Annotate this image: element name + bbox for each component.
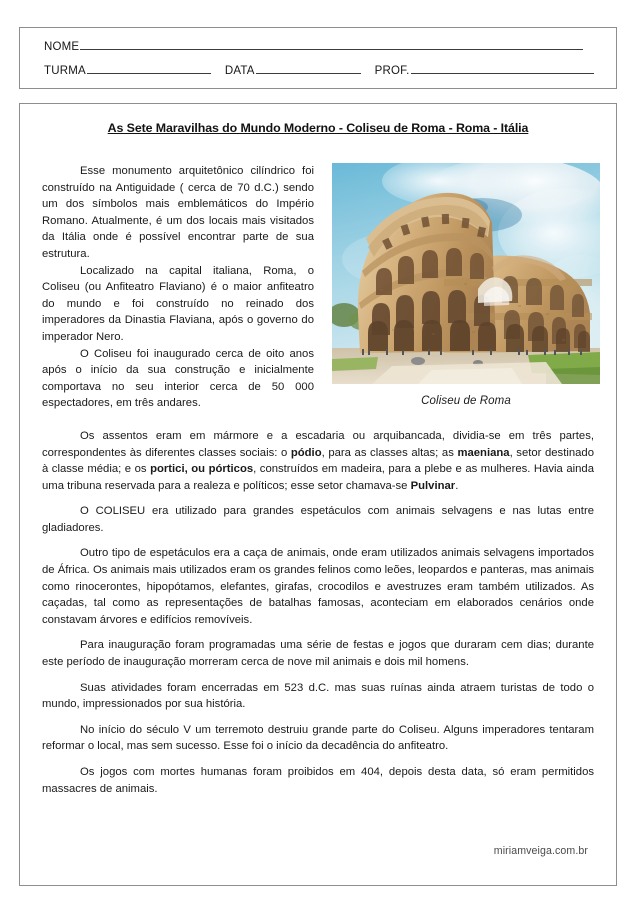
paragraph-seating (42, 428, 594, 494)
term-portici: portici, ou pórticos (150, 463, 254, 476)
data-input-line[interactable] (256, 62, 361, 74)
intro-section (42, 163, 594, 412)
paragraph-spectacles (42, 503, 594, 536)
term-pulvinar: Pulvinar (410, 479, 456, 492)
term-podio: pódio (290, 446, 322, 459)
article-inner (42, 121, 594, 806)
prof-input-line[interactable] (411, 62, 594, 74)
paragraph-intro-1 (42, 163, 314, 263)
nome-label: NOME (44, 41, 80, 53)
site-credit: miriamveiga.com.br (493, 845, 588, 857)
paragraph-closure-text: Suas atividades foram encerradas em 523 d.C. mas suas ruínas ainda atraem turistas de todo o mundo, impressionados por sua história. (42, 681, 594, 711)
seating-text-1: Os assentos eram em mármore e a escadaria ou arquibancada, dividia-se em três partes, correspondentes às diferentes classes sociais: o (42, 429, 594, 459)
paragraph-intro-3-text: O Coliseu foi inaugurado cerca de oito anos após o início da sua construção e inicialmente comportava no seu interior cerca de 50 000 espectadores, em três andares. (42, 347, 314, 410)
paragraph-earthquake (42, 722, 594, 755)
paragraph-hunts (42, 545, 594, 628)
prof-label: PROF. (374, 65, 410, 77)
paragraph-intro-2 (42, 263, 314, 346)
intro-text-column (42, 163, 314, 412)
student-identification-box (19, 27, 617, 89)
turma-label: TURMA (44, 65, 86, 77)
paragraph-hunts-text: Outro tipo de espetáculos era a caça de animais, onde eram utilizados animais selvagens importados de África. Os animais mais utilizados eram os grandes felinos como leões, leopardos e panteras, mas animais como rinocerontes, hipopótamos, elefantes, girafas, crocodilos e avestruzes eram também utilizados. As caçadas, tal como as representações de batalhas famosas, aconteciam em elaborados cenários onde constavam árvores e edifícios removíveis. (42, 547, 594, 626)
seating-text-2: , para as classes altas; as (321, 446, 458, 459)
paragraph-spectacles-text: O COLISEU era utilizado para grandes espetáculos com animais selvagens e nas lutas entre gladiadores. (42, 505, 594, 534)
paragraph-intro-3 (42, 346, 314, 412)
turma-input-line[interactable] (87, 62, 211, 74)
paragraph-ban (42, 764, 594, 797)
paragraph-closure (42, 680, 594, 713)
name-field-row (44, 38, 583, 53)
colosseum-photo (332, 163, 600, 384)
paragraph-inauguration-text: Para inauguração foram programadas uma série de festas e jogos que duraram cem dias; durante este período de inauguração morreram cerca de nove mil animais e dois mil homens. (42, 639, 594, 669)
article-box (19, 103, 617, 886)
colosseum-figure (332, 163, 600, 407)
class-date-teacher-field-row (44, 62, 594, 77)
figure-caption: Coliseu de Roma (421, 395, 511, 407)
paragraph-ban-text: Os jogos com mortes humanas foram proibidos em 404, depois desta data, só eram permitidos massacres de animais. (42, 766, 594, 795)
paragraph-earthquake-text: No início do século V um terremoto destruiu grande parte do Coliseu. Alguns imperadores tentaram reformar o local, mas sem sucesso. Esse foi o início da decadência do anfiteatro. (42, 723, 594, 753)
seating-text-3: , setor destinado à classe média; e os (42, 446, 594, 476)
term-maeniana: maeniana (457, 446, 510, 459)
nome-input-line[interactable] (80, 38, 583, 50)
article-body (42, 428, 594, 797)
seating-text-5: . (455, 479, 459, 492)
seating-text-4: , construídos em madeira, para a plebe e as mulheres. Havia ainda uma tribuna reservada para a realeza e políticos; esse setor chamava-se (42, 463, 594, 492)
page-title: As Sete Maravilhas do Mundo Moderno - Coliseu de Roma - Roma - Itália (107, 121, 529, 135)
paragraph-intro-1-text: Esse monumento arquitetônico cilíndrico foi construído na Antiguidade ( cerca de 70 d.C.) sendo um dos símbolos mais emblemáticos do Império Romano. Atualmente, é um dos locais mais visitados da Itália onde é possível encontrar parte de sua estrutura. (42, 165, 314, 260)
paragraph-intro-2-text: Localizado na capital italiana, Roma, o Coliseu (ou Anfiteatro Flaviano) é o maior anfiteatro do mundo e foi construído no reinado dos imperadores da Dinastia Flaviana, após o governo do imperador Nero. (42, 264, 314, 343)
data-label: DATA (224, 65, 255, 77)
paragraph-inauguration (42, 637, 594, 670)
